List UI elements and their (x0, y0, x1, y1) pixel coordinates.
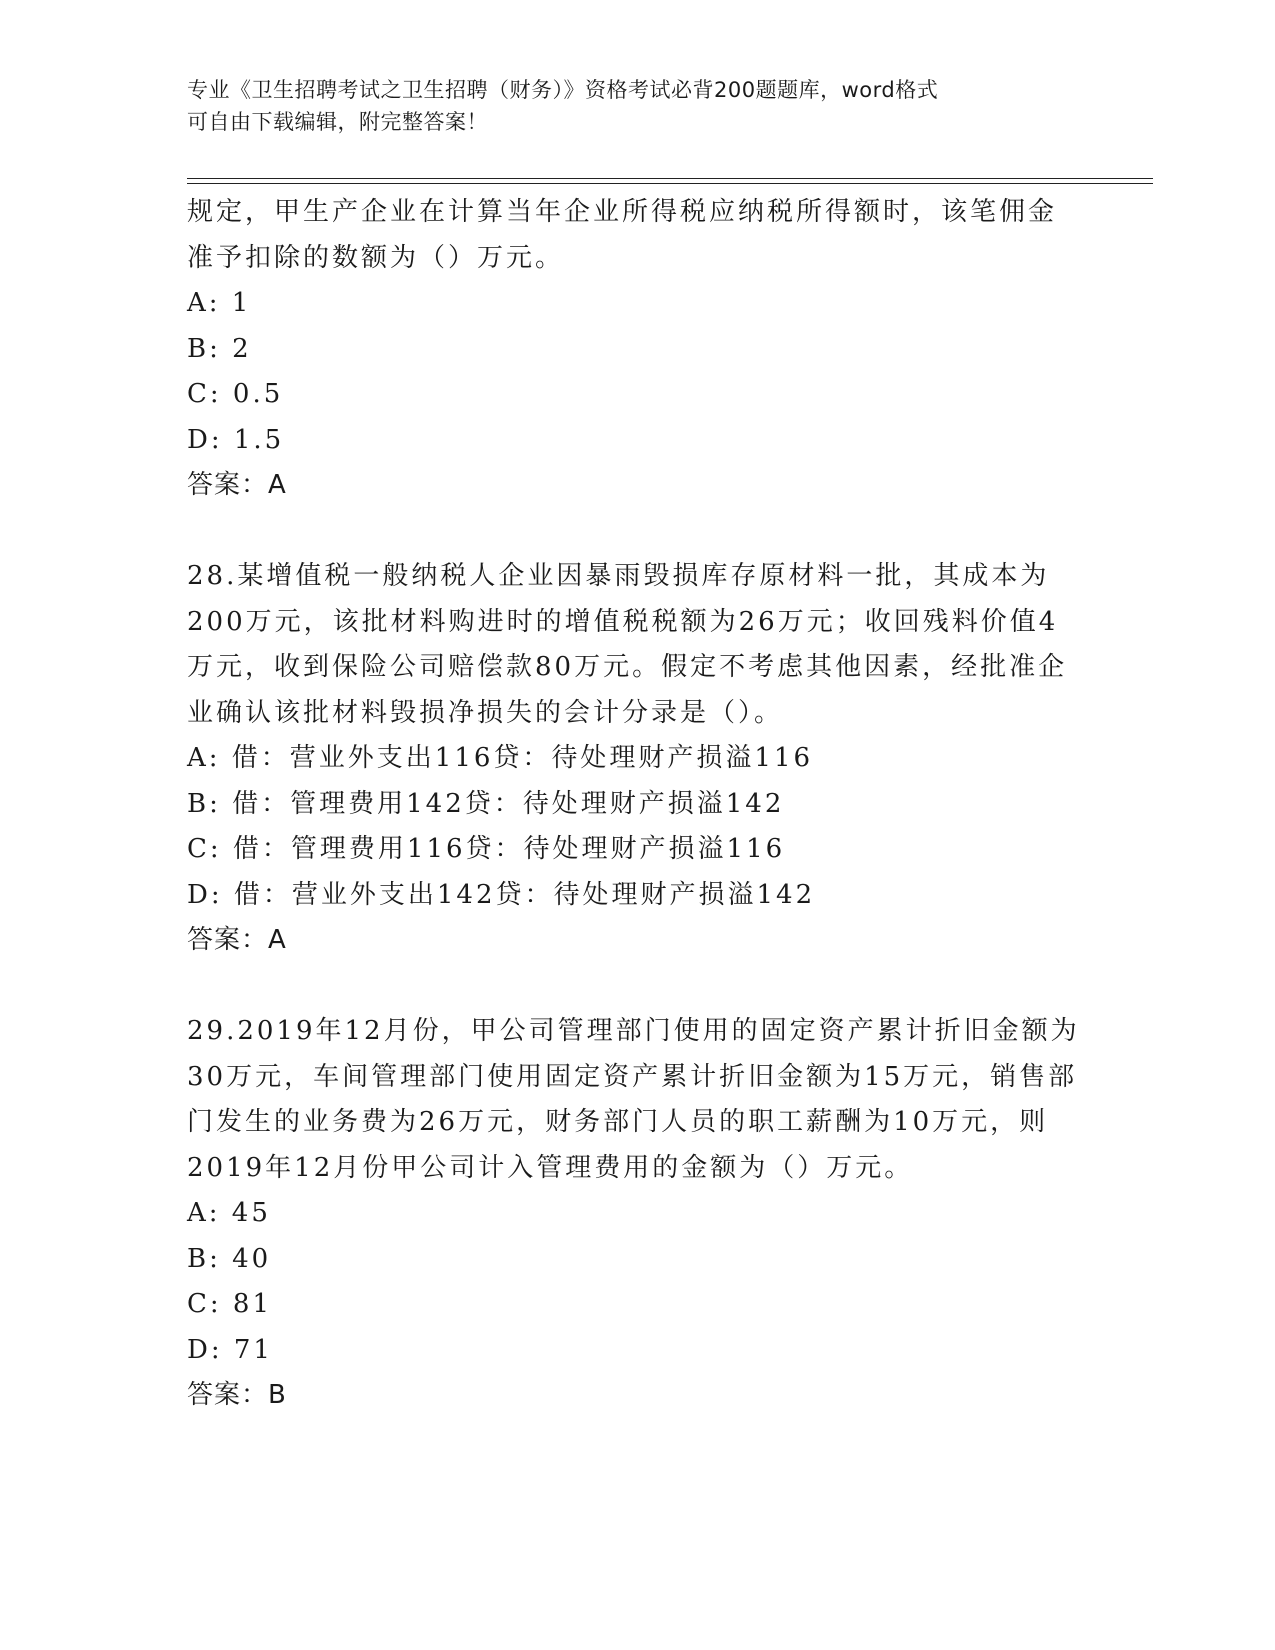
option-b: B: 借：管理费用142贷：待处理财产损溢142 (187, 788, 785, 819)
document-header (187, 74, 1087, 138)
question-28 (187, 554, 1087, 964)
question-stem-line: 28.某增值税一般纳税人企业因暴雨毁损库存原材料一批，其成本为 (187, 561, 1050, 591)
question-stem-line: 门发生的业务费为26万元，财务部门人员的职工薪酬为10万元，则 (187, 1107, 1049, 1137)
option-b: B: 40 (187, 1243, 272, 1274)
spacer (187, 964, 1087, 1010)
option-c: C: 0.5 (187, 379, 284, 409)
header-line-2: 可自由下载编辑，附完整答案！ (187, 110, 488, 134)
question-stem-line: 29.2019年12月份，甲公司管理部门使用的固定资产累计折旧金额为 (187, 1016, 1080, 1046)
option-d: D: 1.5 (187, 424, 285, 455)
option-c: C: 借：管理费用116贷：待处理财产损溢116 (187, 834, 786, 864)
answer-line: 答案：B (187, 1380, 287, 1410)
option-b: B: 2 (187, 333, 252, 364)
header-rule-bottom (187, 183, 1153, 184)
question-27 (187, 190, 1087, 509)
question-stem-line: 30万元，车间管理部门使用固定资产累计折旧金额为15万元，销售部 (187, 1061, 1078, 1092)
question-content (187, 190, 1087, 1419)
header-rule-top (187, 178, 1153, 179)
header-line-1: 专业《卫生招聘考试之卫生招聘（财务）》资格考试必背200题题库，word格式 (187, 78, 939, 102)
question-stem-line: 万元，收到保险公司赔偿款80万元。假定不考虑其他因素，经批准企 (187, 652, 1068, 682)
answer-line: 答案：A (187, 925, 287, 955)
spacer (187, 509, 1087, 555)
question-stem-line: 200万元，该批材料购进时的增值税税额为26万元；收回残料价值4 (187, 606, 1059, 637)
question-stem-line: 2019年12月份甲公司计入管理费用的金额为（）万元。 (187, 1152, 914, 1183)
question-stem-line: 准予扣除的数额为（）万元。 (187, 242, 565, 273)
question-29 (187, 1009, 1087, 1419)
question-stem-line: 规定，甲生产企业在计算当年企业所得税应纳税所得额时，该笔佣金 (187, 197, 1058, 227)
option-a: A: 1 (187, 288, 252, 318)
option-d: D: 71 (187, 1334, 273, 1365)
option-d: D: 借：营业外支出142贷：待处理财产损溢142 (187, 879, 816, 910)
question-stem-line: 业确认该批材料毁损净损失的会计分录是（）。 (187, 697, 784, 728)
option-c: C: 81 (187, 1289, 273, 1319)
option-a: A: 45 (187, 1198, 271, 1228)
answer-line: 答案：A (187, 470, 287, 500)
option-a: A: 借：营业外支出116贷：待处理财产损溢116 (187, 743, 814, 773)
